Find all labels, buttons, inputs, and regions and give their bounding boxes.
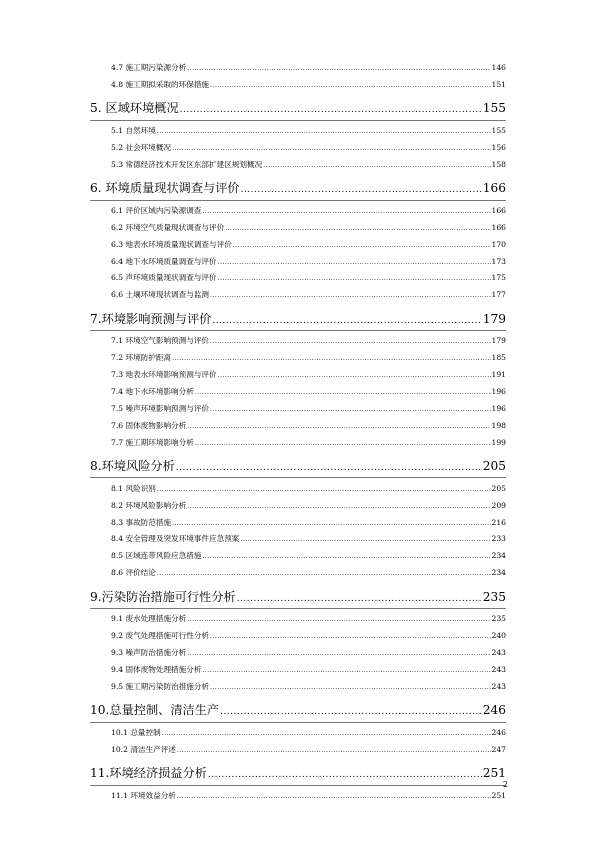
toc-entry-title: 7.3 地表水环境影响预测与评价	[111, 370, 217, 380]
dot-leader	[225, 225, 490, 232]
dot-leader	[172, 145, 490, 152]
toc-section-entry[interactable]	[90, 744, 506, 761]
toc-chapter-entry[interactable]	[90, 179, 506, 200]
toc-section-entry[interactable]	[90, 681, 506, 698]
dot-leader	[241, 185, 482, 195]
toc-entry-title: 8.环境风险分析	[90, 459, 175, 474]
toc-section-entry[interactable]	[90, 483, 506, 500]
toc-entry-page: 243	[491, 664, 506, 674]
toc-entry-page: 235	[482, 589, 506, 604]
toc-entry-page: 177	[491, 290, 506, 300]
toc-entry-title: 8.5 区域连带风险应急措施	[111, 551, 202, 561]
toc-section-entry[interactable]	[90, 567, 506, 584]
dot-leader	[195, 440, 491, 447]
toc-entry-title: 8.6 评价结论	[111, 568, 156, 578]
dot-leader	[157, 486, 491, 493]
dot-leader	[202, 553, 490, 560]
toc-entry-title: 7.4 地下水环境影响分析	[111, 387, 194, 397]
toc-section-entry[interactable]	[90, 62, 506, 79]
toc-entry-title: 9.2 废气处理措施可行性分析	[111, 631, 210, 641]
toc-entry-page: 205	[482, 459, 506, 474]
toc-entry-title: 8.1 风险识别	[111, 483, 156, 493]
toc-entry-page: 170	[491, 239, 506, 249]
toc-section-entry[interactable]	[90, 613, 506, 630]
toc-section-entry[interactable]	[90, 79, 506, 96]
toc-chapter-entry[interactable]	[90, 701, 506, 722]
toc-entry-page: 156	[491, 142, 506, 152]
toc-chapter-entry[interactable]	[90, 99, 506, 120]
dot-leader	[220, 707, 482, 717]
toc-entry-page: 185	[491, 353, 506, 363]
toc-section-entry[interactable]	[90, 125, 506, 142]
toc-entry-title: 7.5 噪声环境影响预测与评价	[111, 403, 210, 413]
dot-leader	[240, 536, 490, 543]
dot-leader	[187, 423, 490, 430]
dot-leader	[263, 162, 490, 169]
toc-entry-page: 240	[491, 631, 506, 641]
toc-entry-page: 196	[491, 387, 506, 397]
dot-leader	[202, 667, 490, 674]
toc-entry-title: 6.6 土壤环境现状调查与监测	[111, 290, 210, 300]
toc-entry-title: 6.5 声环境质量现状调查与评价	[111, 273, 217, 283]
dot-leader	[208, 770, 482, 780]
toc-entry-page: 166	[491, 205, 506, 215]
dot-leader	[187, 503, 490, 510]
dot-leader	[162, 730, 491, 737]
toc-entry-page: 173	[491, 256, 506, 266]
toc-section-entry[interactable]	[90, 205, 506, 222]
toc-section-entry[interactable]	[90, 272, 506, 289]
dot-leader	[210, 406, 490, 413]
toc-entry-page: 247	[491, 744, 506, 754]
toc-section-entry[interactable]	[90, 222, 506, 239]
toc-entry-title: 11.1 环境效益分析	[111, 790, 176, 800]
toc-entry-title: 8.3 事故防范措施	[111, 517, 172, 527]
toc-entry-title: 6.3 地表水环境质量现状调查与评价	[111, 239, 232, 249]
toc-section-entry[interactable]	[90, 289, 506, 306]
toc-entry-title: 5.1 自然环境	[111, 125, 156, 135]
toc-section-entry[interactable]	[90, 352, 506, 369]
toc-entry-page: 243	[491, 681, 506, 691]
dot-leader	[187, 650, 490, 657]
toc-entry-page: 158	[491, 159, 506, 169]
toc-section-entry[interactable]	[90, 437, 506, 454]
toc-entry-title: 7.环境影响预测与评价	[90, 311, 212, 326]
toc-entry-title: 10.1 总量控制	[111, 727, 161, 737]
toc-entry-title: 9.污染防治措施可行性分析	[90, 589, 236, 604]
toc-entry-title: 5. 区域环境概况	[90, 101, 179, 116]
toc-entry-title: 6. 环境质量现状调查与评价	[90, 181, 240, 196]
toc-section-entry[interactable]	[90, 550, 506, 567]
toc-entry-page: 196	[491, 403, 506, 413]
toc-entry-page: 251	[482, 766, 506, 781]
dot-leader	[177, 793, 491, 800]
toc-entry-page: 235	[491, 614, 506, 624]
toc-entry-title: 10.2 清洁生产评述	[111, 744, 176, 754]
toc-entry-page: 251	[491, 790, 506, 800]
toc-section-entry[interactable]	[90, 403, 506, 420]
toc-entry-page: 175	[491, 273, 506, 283]
toc-entry-title: 8.2 环境风险影响分析	[111, 500, 187, 510]
toc-chapter-entry[interactable]	[90, 457, 506, 478]
dot-leader	[210, 684, 490, 691]
toc-chapter-entry[interactable]	[90, 764, 506, 785]
toc-entry-page: 246	[491, 727, 506, 737]
dot-leader	[210, 338, 490, 345]
toc-section-entry[interactable]	[90, 159, 506, 176]
toc-entry-title: 5.2 社会环境概况	[111, 142, 172, 152]
toc-entry-title: 7.7 施工期环境影响分析	[111, 437, 194, 447]
toc-section-entry[interactable]	[90, 256, 506, 273]
toc-entry-title: 6.1 评价区域内污染源调查	[111, 205, 202, 215]
dot-leader	[210, 82, 490, 89]
dot-leader	[218, 275, 491, 282]
toc-entry-title: 8.4 安全管理及突发环境事件应急预案	[111, 534, 240, 544]
toc-entry-title: 4.8 施工期拟采取的环保措施	[111, 79, 210, 89]
toc-entry-title: 7.6 固体废物影响分析	[111, 420, 187, 430]
toc-entry-page: 243	[491, 648, 506, 658]
dot-leader	[195, 389, 491, 396]
toc-section-entry[interactable]	[90, 727, 506, 744]
toc-entry-title: 6.2 环境空气质量现状调查与评价	[111, 222, 225, 232]
toc-entry-page: 166	[482, 181, 506, 196]
dot-leader	[187, 616, 490, 623]
dot-leader	[237, 594, 482, 604]
dot-leader	[202, 208, 490, 215]
toc-entry-title: 9.3 噪声防治措施分析	[111, 648, 187, 658]
toc-section-entry[interactable]	[90, 533, 506, 550]
toc-entry-page: 155	[491, 125, 506, 135]
dot-leader	[218, 259, 491, 266]
dot-leader	[212, 316, 481, 326]
toc-entry-page: 155	[482, 101, 506, 116]
dot-leader	[187, 65, 490, 72]
dot-leader	[218, 372, 491, 379]
toc-entry-title: 5.3 常德经济技术开发区东部扩建区规划概况	[111, 159, 263, 169]
toc-section-entry[interactable]	[90, 517, 506, 534]
page-number: 2	[502, 780, 508, 789]
toc-section-entry[interactable]	[90, 500, 506, 517]
dot-leader	[157, 128, 491, 135]
table-of-contents	[90, 62, 506, 807]
toc-entry-title: 7.2 环境防护距离	[111, 353, 172, 363]
toc-chapter-entry[interactable]	[90, 310, 506, 331]
dot-leader	[172, 520, 490, 527]
toc-entry-page: 151	[491, 79, 506, 89]
toc-section-entry[interactable]	[90, 369, 506, 386]
dot-leader	[210, 633, 490, 640]
dot-leader	[177, 747, 491, 754]
toc-entry-title: 10.总量控制、清洁生产	[90, 703, 220, 718]
toc-entry-page: 209	[491, 500, 506, 510]
toc-entry-page: 216	[491, 517, 506, 527]
toc-entry-page: 199	[491, 437, 506, 447]
toc-entry-page: 179	[482, 311, 506, 326]
dot-leader	[176, 463, 482, 473]
toc-section-entry[interactable]	[90, 420, 506, 437]
toc-entry-page: 205	[491, 483, 506, 493]
toc-entry-title: 4.7 施工期污染源分析	[111, 63, 187, 72]
toc-entry-page: 198	[491, 420, 506, 430]
toc-section-entry[interactable]	[90, 335, 506, 352]
toc-entry-page: 146	[491, 63, 506, 72]
toc-entry-page: 191	[491, 370, 506, 380]
toc-section-entry[interactable]	[90, 790, 506, 807]
toc-section-entry[interactable]	[90, 142, 506, 159]
dot-leader	[157, 570, 491, 577]
toc-entry-title: 9.5 施工期污染防治措施分析	[111, 681, 210, 691]
dot-leader	[210, 292, 490, 299]
toc-section-entry[interactable]	[90, 647, 506, 664]
toc-chapter-entry[interactable]	[90, 588, 506, 609]
toc-entry-page: 179	[491, 336, 506, 346]
toc-section-entry[interactable]	[90, 239, 506, 256]
toc-section-entry[interactable]	[90, 630, 506, 647]
toc-entry-page: 234	[491, 551, 506, 561]
dot-leader	[172, 355, 490, 362]
toc-entry-page: 233	[491, 534, 506, 544]
toc-entry-title: 11.环境经济损益分析	[90, 766, 207, 781]
toc-entry-page: 246	[482, 703, 506, 718]
toc-entry-title: 6.4 地下水环境质量调查与评价	[111, 256, 217, 266]
toc-entry-page: 166	[491, 222, 506, 232]
toc-entry-page: 234	[491, 568, 506, 578]
toc-entry-title: 9.1 废水处理措施分析	[111, 614, 187, 624]
dot-leader	[233, 242, 491, 249]
toc-section-entry[interactable]	[90, 664, 506, 681]
dot-leader	[180, 105, 482, 115]
toc-entry-title: 9.4 固体废物处理措施分析	[111, 664, 202, 674]
toc-section-entry[interactable]	[90, 386, 506, 403]
toc-entry-title: 7.1 环境空气影响预测与评价	[111, 336, 210, 346]
